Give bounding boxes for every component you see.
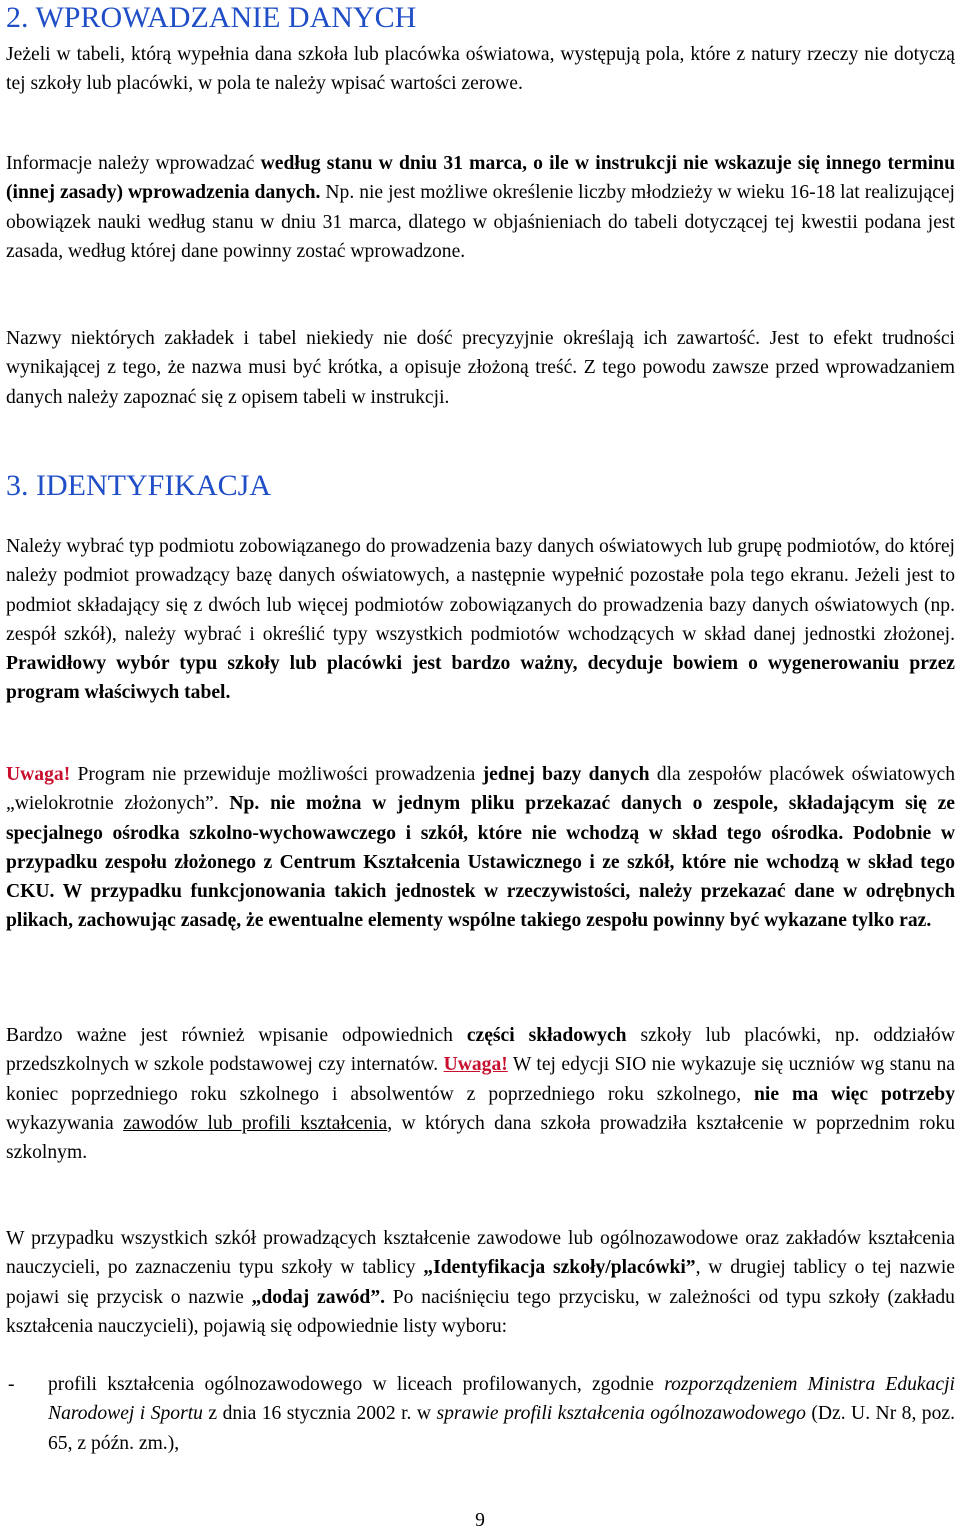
list-item-text — [48, 1370, 955, 1458]
italic-text-run: rozporządzeniem Ministra Edukacji Narodowej i Sportu — [48, 1374, 955, 1425]
list-item — [6, 1370, 955, 1458]
text-run: Po naciśnięciu tego przycisku, w zależności od typu szkoły (zakładu kształcenia nauczycieli), pojawią się odpowiednie listy wyboru: — [6, 1286, 955, 1337]
paragraph-text: Jeżeli w tabeli, którą wypełnia dana szkoła lub placówka oświatowa, występują pola, które z natury rzeczy nie dotyczą tej szkoły lub placówki, w pola te należy wpisać wartości zerowe. — [6, 44, 955, 95]
bold-text-run: części składowych — [466, 1025, 627, 1046]
paragraph-data-date — [6, 149, 955, 266]
page-number: 9 — [475, 1510, 485, 1531]
text-run: Np. nie jest możliwe określenie liczby młodzieży w wieku 16-18 lat realizującej obowiązek nauki według stanu w dniu 31 marca, dlatego w objaśnieniach do tabeli dotyczącej tej kwestii podana jest zasada, według której dane powinny zostać wprowadzone. — [6, 182, 955, 262]
italic-text-run: sprawie profili kształcenia ogólnozawodowego — [436, 1403, 806, 1425]
text-run: (Dz. U. Nr 8, poz. 65, z późn. zm.), — [48, 1403, 955, 1454]
text-run: wykazywania — [6, 1112, 124, 1134]
paragraph-zero-values — [6, 40, 955, 99]
paragraph-vocational-schools — [6, 1224, 955, 1341]
bold-text-run: według stanu w dniu 31 marca, o ile w instrukcji nie wskazuje się innego terminu (innej zasady) wprowadzenia danych. — [6, 153, 955, 204]
bold-text-run: Np. nie można w jednym pliku przekazać danych o zespole, składającym się ze specjalnego ośrodka szkolno-wychowawczego i szkół, które nie wchodzą w skład tego ośrodka. Podobnie w przypadku zespołu złożonego z Centrum Kształcenia Ustawicznego i ze szkół, które nie wchodzą w skład tego CKU. W przypadku funkcjonowania takich jednostek w rzeczywistości, należy przekazać dane w odrębnych plikach, zachowując zasadę, że ewentualne elementy wspólne takiego zespołu powinny być wykazane tylko raz. — [6, 793, 956, 932]
paragraph-warning-single-database — [6, 760, 955, 936]
list-bullet: - — [8, 1374, 15, 1395]
text-run: Informacje należy wprowadzać — [6, 153, 261, 174]
text-run: z dnia 16 stycznia 2002 r. w — [202, 1403, 437, 1425]
underlined-text-run: zawodów lub profili kształcenia — [123, 1112, 388, 1134]
bold-text-run: jednej bazy danych — [482, 764, 650, 785]
paragraph-tab-names — [6, 324, 955, 412]
bold-text-run: nie ma więc potrzeby — [754, 1083, 955, 1105]
paragraph-component-parts — [6, 1021, 955, 1167]
text-run: W tej edycji SIO nie wykazuje się uczniów wg stanu na koniec poprzedniego roku szkolnego i absolwentów z poprzedniego roku szkolnego, — [6, 1054, 955, 1105]
text-run: W przypadku wszystkich szkół prowadzących kształcenie zawodowe lub ogólnozawodowe oraz zakładów kształcenia nauczycieli, po zaznaczeniu typu szkoły w tablicy — [6, 1228, 955, 1279]
text-run: dla zespołów placówek oświatowych „wielokrotnie złożonych”. — [6, 764, 955, 815]
warning-label: Uwaga! — [6, 764, 71, 785]
text-run: , w drugiej tablicy o tej nazwie pojawi się przycisk o nazwie — [6, 1257, 955, 1308]
text-run: profili kształcenia ogólnozawodowego w liceach profilowanych, zgodnie — [48, 1374, 665, 1395]
bold-text-run: „Identyfikacja szkoły/placówki” — [423, 1257, 696, 1279]
section-heading-wprowadzanie: 2. WPROWADZANIE DANYCH — [6, 1, 417, 34]
bold-text-run: Prawidłowy wybór typu szkoły lub placówki jest bardzo ważny, decyduje bowiem o wygenerowaniu przez program właściwych tabel. — [6, 653, 955, 704]
warning-label: Uwaga! — [443, 1054, 508, 1076]
text-run: Bardzo ważne jest również wpisanie odpowiednich — [6, 1025, 467, 1046]
text-run: szkoły lub placówki, np. oddziałów przedszkolnych w szkole podstawowej czy internatów. — [6, 1025, 955, 1076]
section-heading-identyfikacja: 3. IDENTYFIKACJA — [6, 469, 271, 502]
text-run: Program nie przewiduje możliwości prowadzenia — [70, 764, 483, 785]
text-run: Należy wybrać typ podmiotu zobowiązanego do prowadzenia bazy danych oświatowych lub grupę podmiotów, do której należy podmiot prowadzący bazę danych oświatowych, a następnie wypełnić pozostałe pola tego ekranu. Jeżeli jest to podmiot składający się z dwóch lub więcej podmiotów zobowiązanych do prowadzenia bazy danych oświatowych (np. zespół szkół), należy wybrać i określić typy wszystkich podmiotów wchodzących w skład danej jednostki złożonej. — [6, 536, 955, 645]
bold-text-run: „dodaj zawód”. — [251, 1286, 386, 1308]
text-run: , w których dana szkoła prowadziła kształcenie w poprzednim roku szkolnym. — [6, 1112, 955, 1164]
paragraph-text: Nazwy niektórych zakładek i tabel niekiedy nie dość precyzyjnie określają ich zawartość. Jest to efekt trudności wynikającej z tego, że nazwa musi być krótka, a opisuje złożoną treść. Z tego powodu zawsze przed wprowadzaniem danych należy zapoznać się z opisem tabeli w instrukcji. — [6, 328, 955, 408]
paragraph-entity-type — [6, 532, 955, 708]
